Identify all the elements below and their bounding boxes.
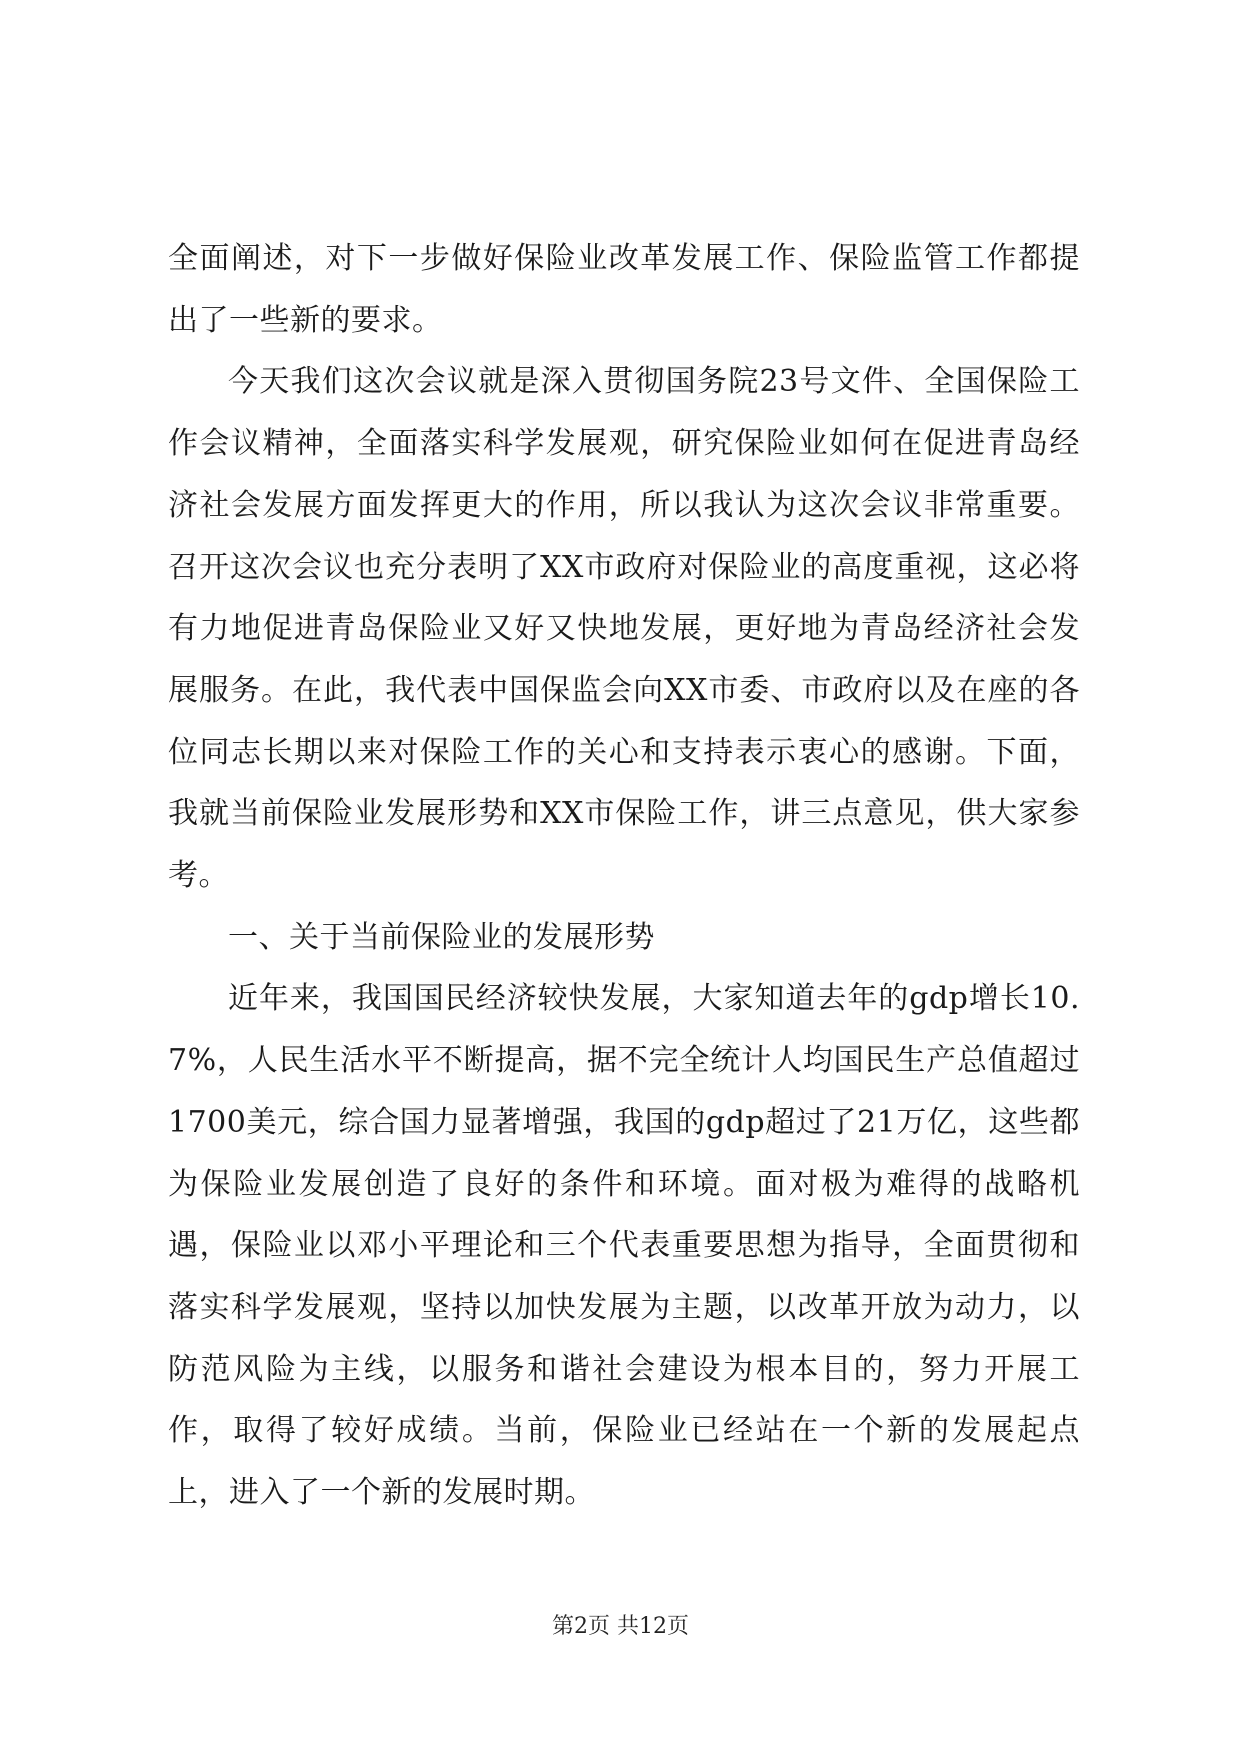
paragraph-3: 近年来，我国国民经济较快发展，大家知道去年的gdp增长10.7%，人民生活水平不断提高，据不完全统计人均国民生产总值超过1700美元，综合国力显著增强，我国的gdp超过了21万亿，这些都为保险业发展创造了良好的条件和环境。面对极为难得的战略机遇，保险业以邓小平理论和三个代表重要思想为指导，全面贯彻和落实科学发展观，坚持以加快发展为主题，以改革开放为动力，以防范风险为主线，以服务和谐社会建设为根本目的，努力开展工作，取得了较好成绩。当前，保险业已经站在一个新的发展起点上，进入了一个新的发展时期。 — [168, 981, 1080, 1511]
paragraph-2: 今天我们这次会议就是深入贯彻国务院23号文件、全国保险工作会议精神，全面落实科学发展观，研究保险业如何在促进青岛经济社会发展方面发挥更大的作用，所以我认为这次会议非常重要。召开这次会议也充分表明了XX市政府对保险业的高度重视，这必将有力地促进青岛保险业又好又快地发展，更好地为青岛经济社会发展服务。在此，我代表中国保监会向XX市委、市政府以及在座的各位同志长期以来对保险工作的关心和支持表示衷心的感谢。下面，我就当前保险业发展形势和XX市保险工作，讲三点意见，供大家参考。 — [168, 364, 1080, 894]
paragraph-1: 全面阐述，对下一步做好保险业改革发展工作、保险监管工作都提出了一些新的要求。 — [168, 241, 1080, 338]
section-heading: 一、关于当前保险业的发展形势 — [228, 919, 655, 955]
page-number-footer: 第2页 共12页 — [552, 1614, 689, 1639]
document-body — [168, 228, 1080, 1524]
